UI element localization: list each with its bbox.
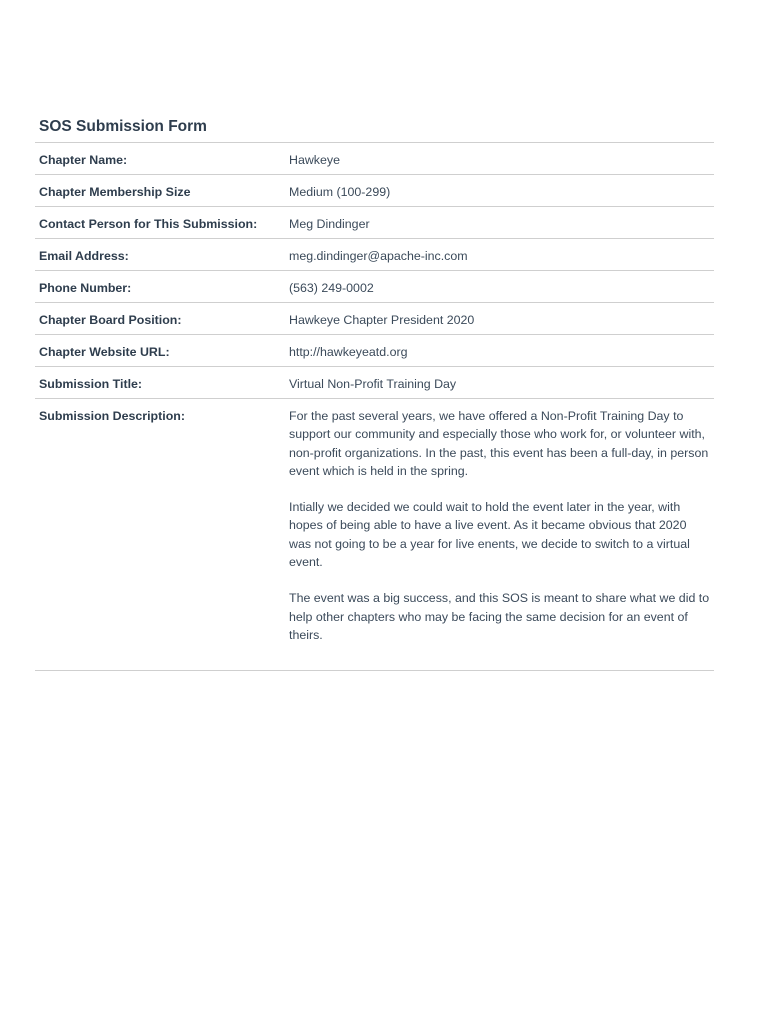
field-value: Virtual Non-Profit Training Day [289,377,457,391]
field-label: Email Address: [39,249,129,263]
field-label: Chapter Board Position: [39,313,182,327]
field-row-board-position [35,303,714,335]
field-row-submission-description [35,399,714,671]
field-value: Meg Dindinger [289,217,370,231]
field-row-email [35,239,714,271]
field-label: Chapter Website URL: [39,345,170,359]
field-value: (563) 249-0002 [289,281,374,295]
form-fields [35,142,714,671]
field-label: Submission Title: [39,377,143,391]
field-value: Hawkeye [289,153,340,167]
description-paragraph: Intially we decided we could wait to hold the event later in the year, with hopes of being able to have a live event. As it became obvious that 2020 was not going to be a year for live enents, we decide to switch to a virtual event. [289,500,690,570]
field-row-phone [35,271,714,303]
description-text [289,407,714,644]
field-value: http://hawkeyeatd.org [289,345,408,359]
description-paragraph: For the past several years, we have offered a Non-Profit Training Day to support our community and especially those who work for, or volunteer with, non-profit organizations. In the past, this event has been a full-day, in person event which is held in the spring. [289,409,709,478]
form-title: SOS Submission Form [39,118,207,135]
field-value: Medium (100-299) [289,185,391,199]
field-value: meg.dindinger@apache-inc.com [289,249,468,263]
submission-form [35,116,714,671]
description-paragraph: The event was a big success, and this SOS is meant to share what we did to help other chapters who may be facing the same decision for an event of theirs. [289,591,710,642]
field-row-website-url [35,335,714,367]
field-label: Contact Person for This Submission: [39,217,258,231]
field-row-contact-person [35,207,714,239]
field-value: Hawkeye Chapter President 2020 [289,313,475,327]
field-label: Submission Description: [39,409,185,423]
field-row-submission-title [35,367,714,399]
field-label: Chapter Membership Size [39,185,191,199]
field-row-membership-size [35,175,714,207]
field-label: Chapter Name: [39,153,128,167]
field-row-chapter-name [35,143,714,175]
field-label: Phone Number: [39,281,132,295]
